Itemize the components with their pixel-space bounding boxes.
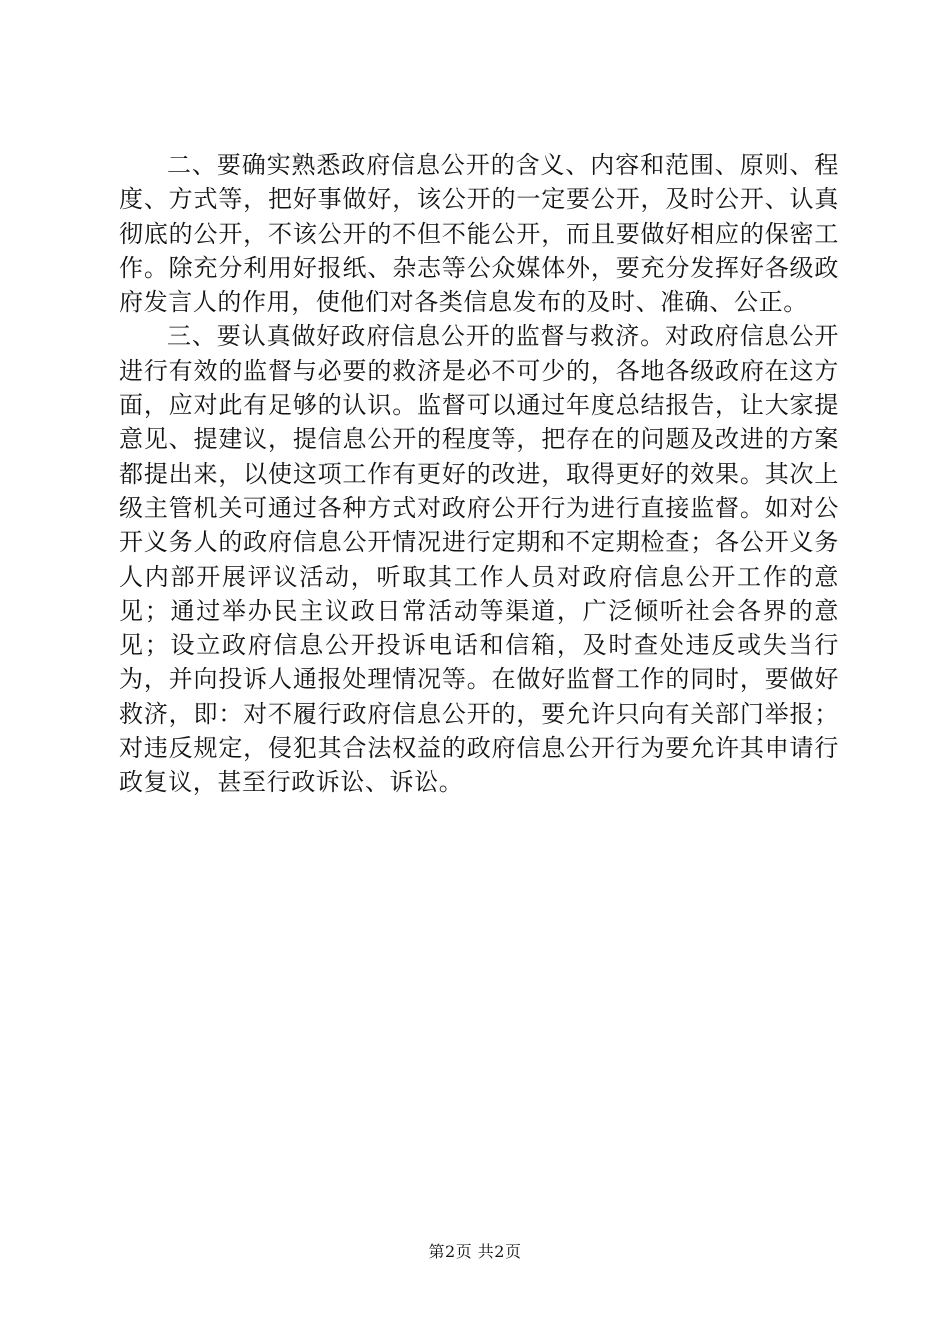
document-body [119, 148, 839, 800]
paragraph-2: 二、要确实熟悉政府信息公开的含义、内容和范围、原则、程度、方式等，把好事做好，该公开的一定要公开，及时公开、认真彻底的公开，不该公开的不但不能公开，而且要做好相应的保密工作。除充分利用好报纸、杂志等公众媒体外，要充分发挥好各级政府发言人的作用，使他们对各类信息发布的及时、准确、公正。 [119, 151, 839, 317]
paragraph-3: 三、要认真做好政府信息公开的监督与救济。对政府信息公开进行有效的监督与必要的救济是必不可少的，各地各级政府在这方面，应对此有足够的认识。监督可以通过年度总结报告，让大家提意见、提建议，提信息公开的程度等，把存在的问题及改进的方案都提出来，以使这项工作有更好的改进，取得更好的效果。其次上级主管机关可通过各种方式对政府公开行为进行直接监督。如对公开义务人的政府信息公开情况进行定期和不定期检查；各公开义务人内部开展评议活动，听取其工作人员对政府信息公开工作的意见；通过举办民主议政日常活动等渠道，广泛倾听社会各界的意见；设立政府信息公开投诉电话和信箱，及时查处违反或失当行为，并向投诉人通报处理情况等。在做好监督工作的同时，要做好救济，即：对不履行政府信息公开的，要允许只向有关部门举报；对违反规定，侵犯其合法权益的政府信息公开行为要允许其申请行政复议，甚至行政诉讼、诉讼。 [119, 322, 839, 797]
page-footer: 第2页 共2页 [428, 1242, 522, 1261]
